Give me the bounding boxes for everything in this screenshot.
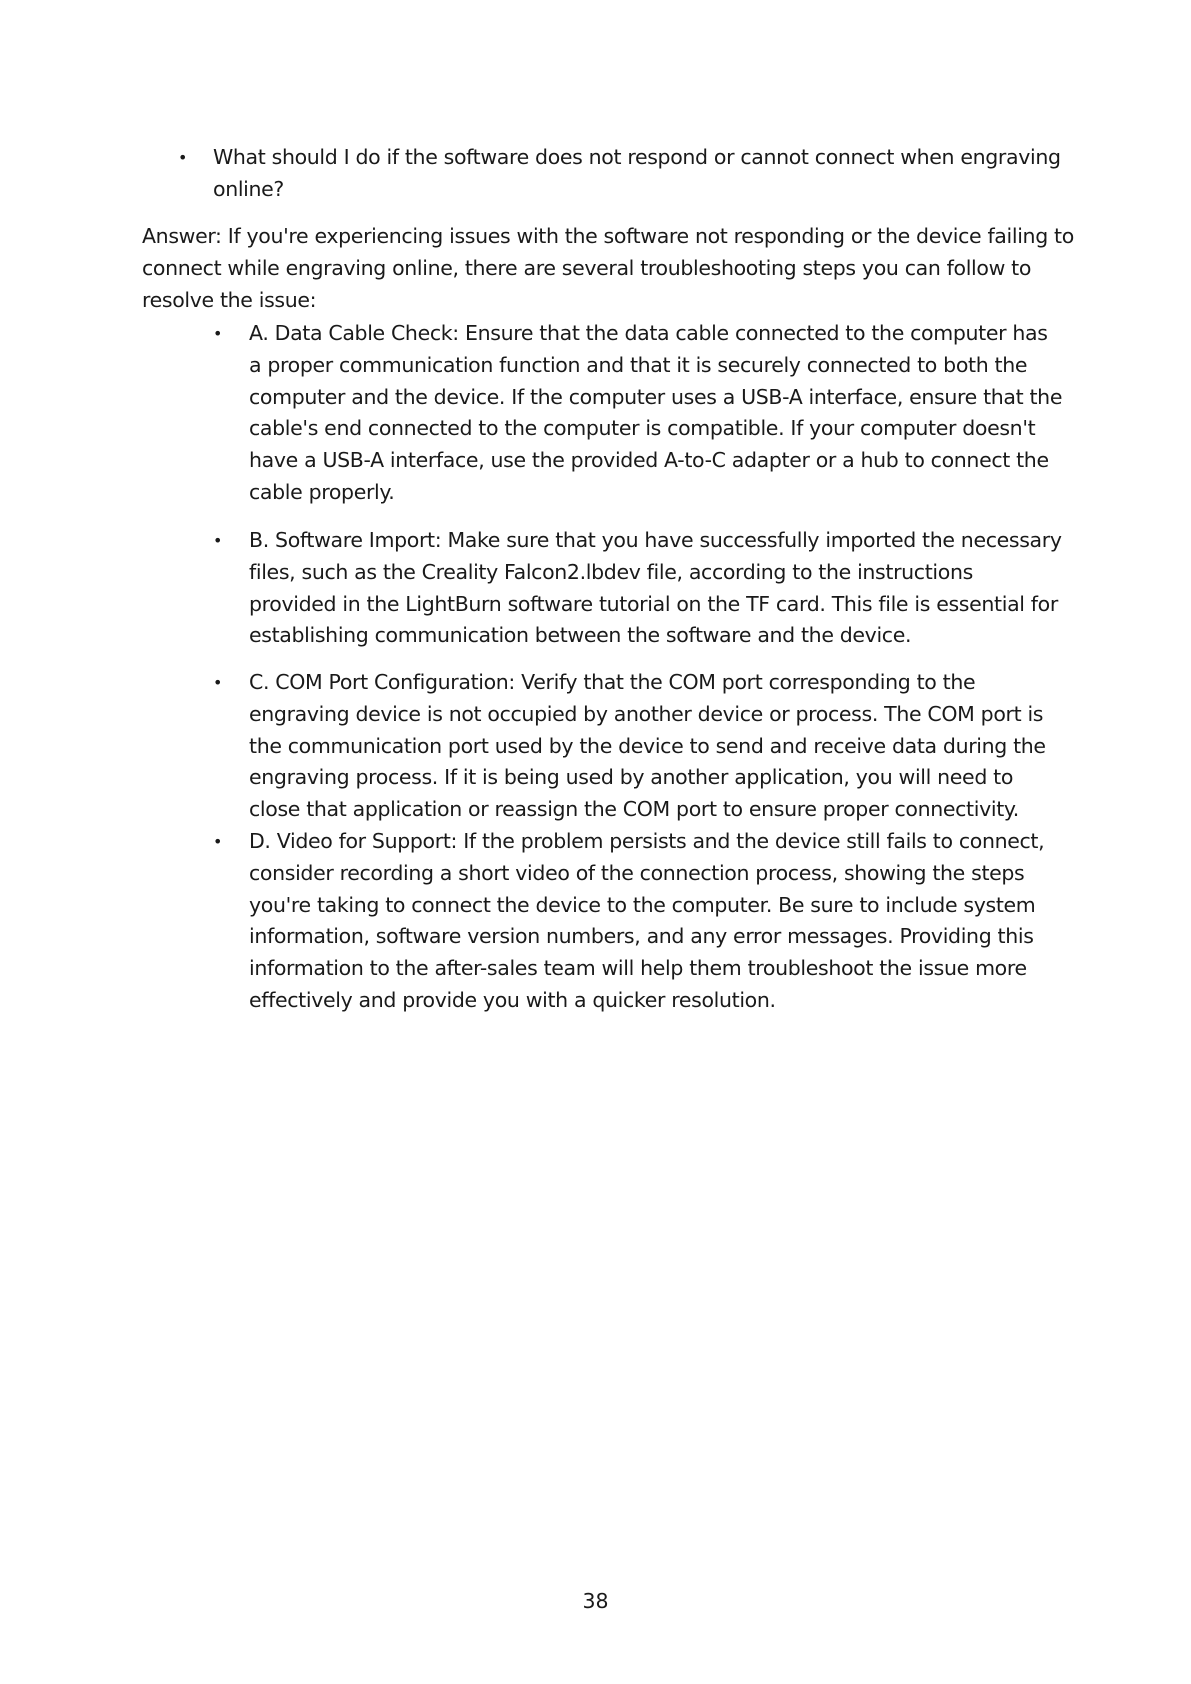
step-b-bullet: • [213, 531, 223, 550]
step-c-bullet: • [213, 673, 223, 692]
faq-answer-intro: Answer: If you're experiencing issues with the software not responding or the device failing to connect while engraving online, there are several troubleshooting steps you can follow to resolve the issue: [142, 224, 1074, 312]
step-d-video-for-support: D. Video for Support: If the problem persists and the device still fails to connect, consider recording a short video of the connection process, showing the steps you're taking to connect the device to the computer. Be sure to include system information, software version numbers, and any error messages. Providing this information to the after-sales team will help them troubleshoot the issue more effectively and provide you with a quicker resolution. [249, 829, 1045, 1012]
step-d-bullet: • [213, 832, 223, 851]
step-a-data-cable-check: A. Data Cable Check: Ensure that the data cable connected to the computer has a proper communication function and that it is securely connected to both the computer and the device. If the computer uses a USB-A interface, ensure that the cable's end connected to the computer is compatible. If your computer doesn't have a USB-A interface, use the provided A-to-C adapter or a hub to connect the cable properly. [249, 321, 1063, 504]
question-bullet: • [178, 148, 188, 167]
faq-question: What should I do if the software does not respond or cannot connect when engraving online? [213, 145, 1061, 201]
step-a-bullet: • [213, 324, 223, 343]
step-c-com-port-configuration: C. COM Port Configuration: Verify that the COM port corresponding to the engraving device is not occupied by another device or process. The COM port is the communication port used by the device to send and receive data during the engraving process. If it is being used by another application, you will need to close that application or reassign the COM port to ensure proper connectivity. [249, 670, 1046, 822]
step-b-software-import: B. Software Import: Make sure that you have successfully imported the necessary files, such as the Creality Falcon2.lbdev file, according to the instructions provided in the LightBurn software tutorial on the TF card. This file is essential for establishing communication between the software and the device. [249, 528, 1062, 648]
page-number: 38 [582, 1589, 609, 1613]
